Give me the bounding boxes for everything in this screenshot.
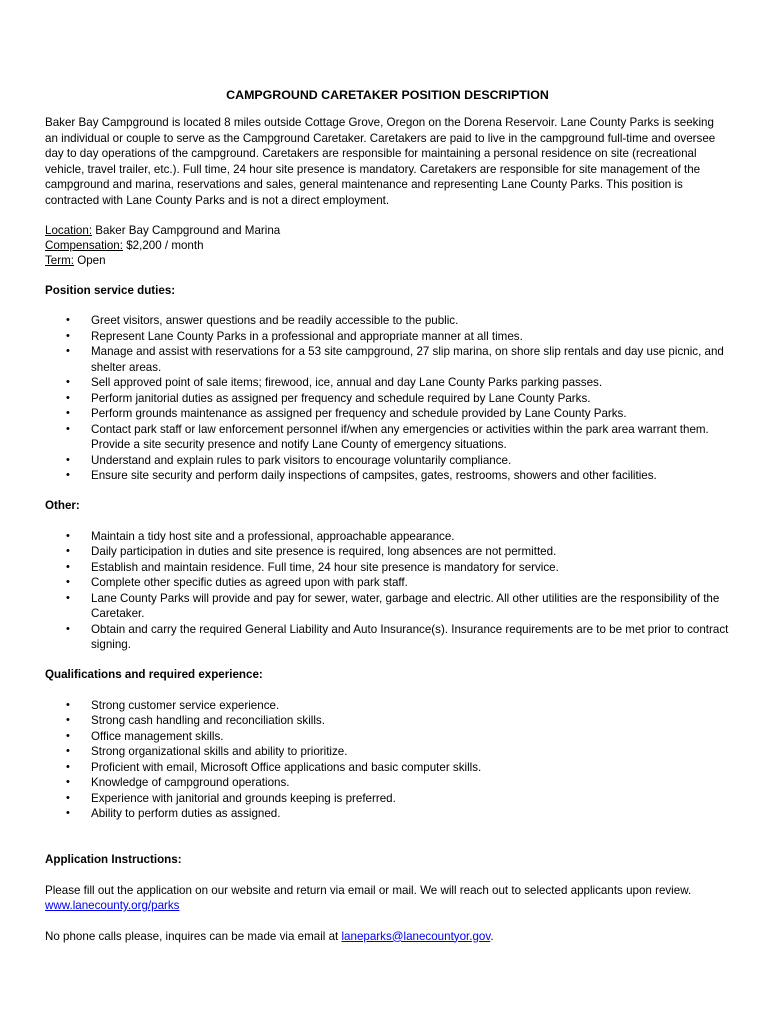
list-item <box>45 622 730 653</box>
list-item <box>45 344 730 375</box>
list-item-text: Obtain and carry the required General Liability and Auto Insurance(s). Insurance requirements are to be met prior to contract signing. <box>91 622 729 651</box>
bullet-icon: • <box>66 345 70 357</box>
intro-paragraph: Baker Bay Campground is located 8 miles outside Cottage Grove, Oregon on the Dorena Reservoir. Lane County Parks is seeking an individual or couple to serve as the Campground Caretaker. Caretakers are paid to live in the campground full-time and oversee day to day operations of the campground. Caretakers are responsible for maintaining a personal residence on site (recreational vehicle, travel trailer, etc.). Full time, 24 hour site presence is mandatory. Caretakers are responsible for site management of the campground and marina, reservations and sales, general maintenance and representing Lane County Parks. This position is contracted with Lane County Parks and is not a direct employment. <box>45 116 716 207</box>
qualifications-list <box>45 698 730 822</box>
list-item-text: Contact park staff or law enforcement personnel if/when any emergencies or activities within the park area warrant them. Provide a site security presence and notify Lane County of emergency situations. <box>91 422 709 451</box>
bullet-icon: • <box>66 469 70 481</box>
list-item-text: Represent Lane County Parks in a professional and appropriate manner at all times. <box>91 329 523 343</box>
bullet-icon: • <box>66 560 70 573</box>
list-item <box>45 406 730 422</box>
list-item-text: Proficient with email, Microsoft Office applications and basic computer skills. <box>91 760 482 774</box>
list-item-text: Perform janitorial duties as assigned per frequency and schedule required by Lane County Parks. <box>91 391 591 405</box>
document-page <box>45 87 730 944</box>
page-title: CAMPGROUND CARETAKER POSITION DESCRIPTION <box>226 88 549 102</box>
bullet-icon: • <box>66 391 70 404</box>
list-item <box>45 453 730 469</box>
duties-list <box>45 313 730 484</box>
bullet-icon: • <box>66 422 70 435</box>
location-value: Baker Bay Campground and Marina <box>92 224 281 237</box>
list-item <box>45 375 730 391</box>
contact-end: . <box>490 929 494 943</box>
list-item <box>45 560 730 576</box>
bullet-icon: • <box>66 776 70 788</box>
list-item <box>45 806 730 822</box>
list-item-text: Knowledge of campground operations. <box>91 776 290 789</box>
bullet-icon: • <box>66 545 70 557</box>
list-item <box>45 575 730 591</box>
list-item-text: Strong cash handling and reconciliation skills. <box>91 714 325 727</box>
list-item-text: Strong customer service experience. <box>91 698 280 712</box>
bullet-icon: • <box>66 622 70 635</box>
list-item <box>45 713 730 729</box>
bullet-icon: • <box>66 714 70 726</box>
list-item-text: Establish and maintain residence. Full time, 24 hour site presence is mandatory for service. <box>91 560 559 574</box>
contact-paragraph <box>45 929 730 945</box>
bullet-icon: • <box>66 729 70 742</box>
bullet-icon: • <box>66 791 70 804</box>
location-line <box>45 223 730 238</box>
duties-heading: Position service duties: <box>45 284 176 297</box>
list-item <box>45 744 730 760</box>
bullet-icon: • <box>66 760 70 773</box>
bullet-icon: • <box>66 591 70 604</box>
bullet-icon: • <box>66 576 70 588</box>
list-item <box>45 729 730 745</box>
compensation-line <box>45 238 730 253</box>
term-value: Open <box>73 254 106 267</box>
list-item <box>45 313 730 329</box>
bullet-icon: • <box>66 314 70 326</box>
compensation-label: Compensation: <box>45 239 123 252</box>
application-text: Please fill out the application on our website and return via email or mail. We will reach out to selected applicants upon review. <box>45 883 692 897</box>
list-item-text: Understand and explain rules to park visitors to encourage voluntarily compliance. <box>91 453 512 467</box>
list-item <box>45 529 730 545</box>
list-item-text: Greet visitors, answer questions and be readily accessible to the public. <box>91 314 459 327</box>
bullet-icon: • <box>66 698 70 711</box>
list-item-text: Maintain a tidy host site and a professional, approachable appearance. <box>91 529 455 543</box>
list-item-text: Office management skills. <box>91 729 224 743</box>
bullet-icon: • <box>66 329 70 342</box>
other-heading: Other: <box>45 498 80 512</box>
list-item-text: Ability to perform duties as assigned. <box>91 807 281 820</box>
bullet-icon: • <box>66 407 70 419</box>
list-item <box>45 468 730 484</box>
bullet-icon: • <box>66 807 70 819</box>
list-item-text: Lane County Parks will provide and pay for sewer, water, garbage and electric. All other utilities are the responsibility of the Caretaker. <box>91 591 720 620</box>
list-item <box>45 791 730 807</box>
term-line <box>45 253 730 268</box>
application-paragraph <box>45 883 730 914</box>
bullet-icon: • <box>66 453 70 466</box>
term-label: Term: <box>45 254 74 267</box>
position-meta <box>45 223 730 268</box>
list-item <box>45 329 730 345</box>
email-link[interactable]: laneparks@lanecountyor.gov <box>341 929 491 943</box>
location-label: Location: <box>45 224 93 237</box>
website-link[interactable]: www.lanecounty.org/parks <box>45 899 180 912</box>
list-item <box>45 422 730 453</box>
list-item-text: Sell approved point of sale items; firewood, ice, annual and day Lane County Parks parking passes. <box>91 376 603 389</box>
application-heading: Application Instructions: <box>45 852 182 866</box>
compensation-value: $2,200 / month <box>122 239 204 252</box>
list-item <box>45 544 730 560</box>
bullet-icon: • <box>66 529 70 542</box>
list-item-text: Daily participation in duties and site presence is required, long absences are not permitted. <box>91 545 557 558</box>
list-item <box>45 591 730 622</box>
list-item <box>45 760 730 776</box>
list-item-text: Strong organizational skills and ability to prioritize. <box>91 745 348 758</box>
list-item-text: Perform grounds maintenance as assigned per frequency and schedule provided by Lane County Parks. <box>91 407 627 420</box>
list-item-text: Experience with janitorial and grounds keeping is preferred. <box>91 791 396 805</box>
list-item-text: Complete other specific duties as agreed upon with park staff. <box>91 576 408 589</box>
bullet-icon: • <box>66 376 70 388</box>
list-item-text: Ensure site security and perform daily inspections of campsites, gates, restrooms, showers and other facilities. <box>91 469 657 482</box>
other-list <box>45 529 730 653</box>
list-item <box>45 698 730 714</box>
bullet-icon: • <box>66 745 70 757</box>
list-item <box>45 391 730 407</box>
contact-text: No phone calls please, inquires can be made via email at <box>45 929 342 943</box>
list-item-text: Manage and assist with reservations for a 53 site campground, 27 slip marina, on shore slip rentals and day use picnic, and shelter areas. <box>91 345 724 374</box>
qualifications-heading: Qualifications and required experience: <box>45 667 263 681</box>
list-item <box>45 775 730 791</box>
